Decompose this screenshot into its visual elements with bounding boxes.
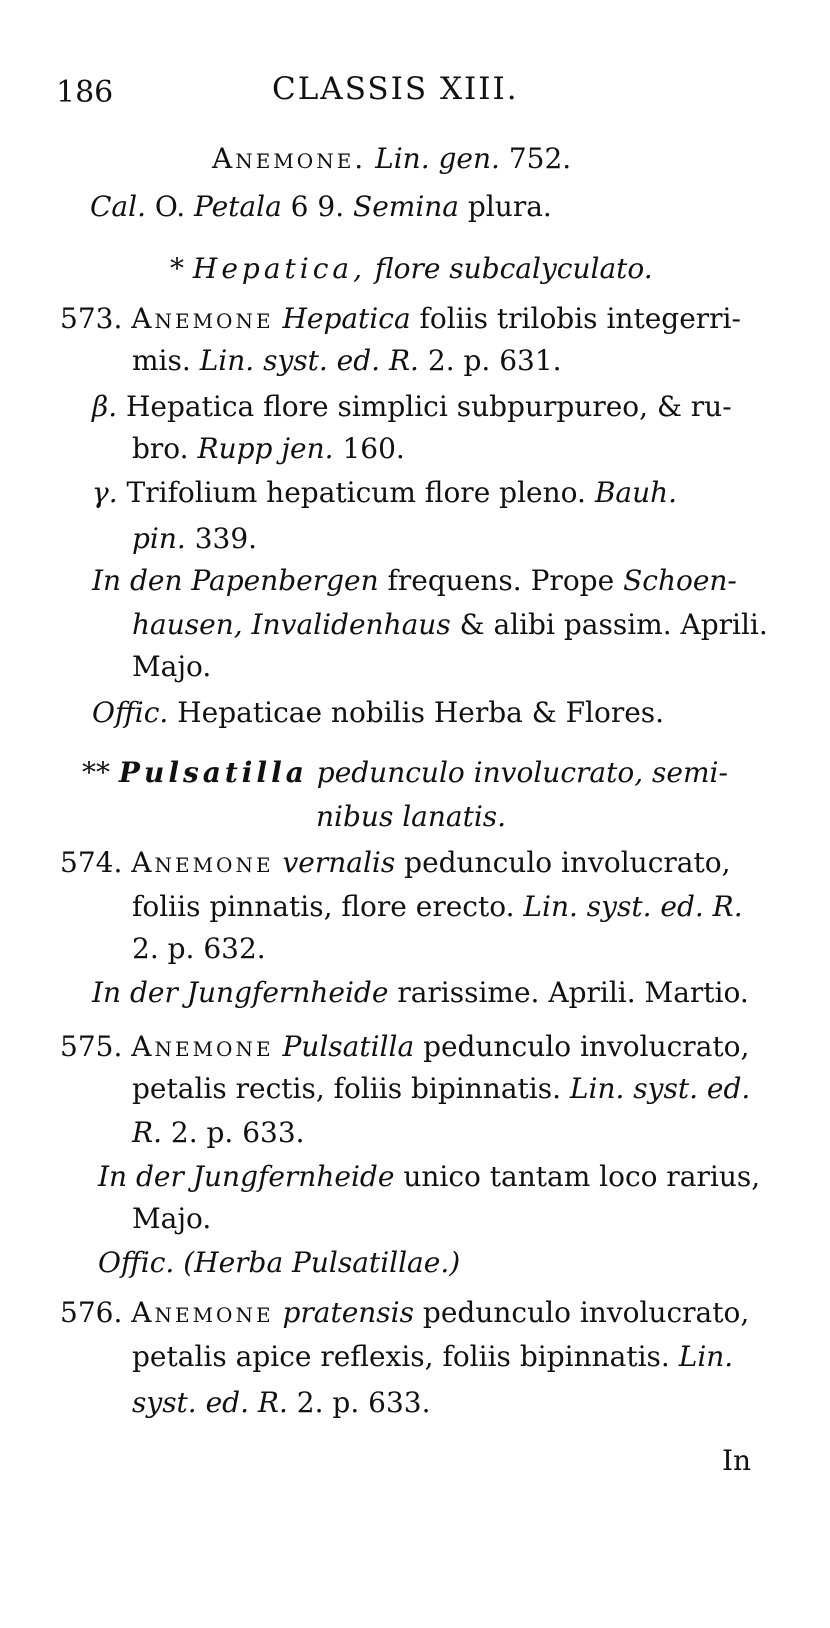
- text-fragment: petalis apice reflexis, foliis bipinnatis.: [132, 1340, 670, 1373]
- entry-573-beta: [92, 390, 732, 424]
- entry-genus: Anemone: [131, 302, 274, 335]
- page-number: 186: [56, 75, 114, 110]
- entry-575-line2: [132, 1072, 750, 1106]
- locality: In der Jungfernheide: [92, 976, 389, 1009]
- habitat-text: rarissime. Aprili. Martio.: [397, 976, 749, 1009]
- calyx-abbr: Cal.: [90, 190, 146, 223]
- entry-number: 575.: [60, 1030, 123, 1063]
- genus-reference: Lin. gen.: [375, 142, 500, 175]
- text-fragment: foliis pinnatis, flore erecto.: [132, 890, 515, 923]
- section-description: flore subcalyculato.: [374, 252, 653, 285]
- petala-value: 6 9.: [290, 190, 345, 223]
- text-fragment: bro.: [132, 432, 189, 465]
- reference: Lin.: [678, 1340, 734, 1373]
- entry-575-offic: Offic. (Herba Pulsatillae.): [98, 1246, 461, 1279]
- entry-576-line2: [132, 1340, 733, 1374]
- offic-text: Hepaticae nobilis Herba & Flores.: [177, 696, 665, 729]
- genus-reference-number: 752.: [508, 142, 572, 175]
- entry-575-line1: [60, 1030, 749, 1064]
- entry-573-gamma-line2: [132, 522, 257, 556]
- section-title: Pulsatilla: [118, 756, 308, 789]
- variety-text: Hepatica flore simplici subpurpureo, & ru-: [126, 390, 732, 423]
- reference: R.: [132, 1116, 162, 1149]
- variety-text: Trifolium hepaticum flore pleno.: [126, 476, 586, 509]
- locality: hausen, Invalidenhaus: [132, 608, 451, 641]
- semina-value: plura.: [467, 190, 552, 223]
- offic-label: Offic.: [92, 696, 169, 729]
- entry-description: pedunculo involucrato,: [423, 1030, 750, 1063]
- reference-page: 2. p. 633.: [170, 1116, 305, 1149]
- locality: In der Jungfernheide: [98, 1160, 395, 1193]
- entry-573-habitat2: [132, 608, 768, 642]
- reference-page: 339.: [194, 522, 258, 555]
- entry-573-line1: [60, 302, 741, 336]
- habitat-text: & alibi passim. Aprili.: [459, 608, 768, 641]
- locality: In den Papenbergen: [92, 564, 379, 597]
- entry-genus: Anemone: [131, 1296, 274, 1329]
- catchword: In: [722, 1444, 752, 1477]
- genus-heading: [212, 142, 571, 176]
- entry-574-line1: [60, 846, 730, 880]
- reference: Rupp jen.: [197, 432, 334, 465]
- entry-574-habitat: [92, 976, 749, 1010]
- text-fragment: mis.: [132, 344, 191, 377]
- entry-575-habitat: [98, 1160, 760, 1194]
- section-asterisk: *: [170, 252, 184, 285]
- calyx-value: O.: [154, 190, 186, 223]
- variety-mark: β.: [92, 390, 118, 423]
- entry-575-habitat2: Majo.: [132, 1202, 212, 1235]
- entry-description: pedunculo involucrato,: [422, 1296, 750, 1329]
- entry-species: vernalis: [282, 846, 396, 879]
- reference-page: 160.: [342, 432, 405, 465]
- reference: Lin. syst. ed. R.: [523, 890, 743, 923]
- entry-species: pratensis: [282, 1296, 415, 1329]
- entry-574-line3: 2. p. 632.: [132, 932, 266, 965]
- entry-number: 576.: [60, 1296, 123, 1329]
- text-fragment: petalis rectis, foliis bipinnatis.: [132, 1072, 561, 1105]
- locality: Schoen-: [623, 564, 737, 597]
- section-heading-hepatica: [170, 252, 653, 286]
- entry-576-line3: [132, 1386, 430, 1420]
- reference: Lin. syst. ed.: [569, 1072, 751, 1105]
- reference: Bauh.: [594, 476, 678, 509]
- entry-genus: Anemone: [131, 1030, 274, 1063]
- reference-page: 2. p. 631.: [427, 344, 562, 377]
- petala-label: Petala: [194, 190, 282, 223]
- section-heading-pulsatilla-line2: nibus lanatis.: [316, 800, 507, 833]
- genus-characters: [90, 190, 552, 224]
- entry-number: 573.: [60, 302, 123, 335]
- entry-573-line2: [132, 344, 562, 378]
- section-asterisk: **: [82, 756, 110, 789]
- reference: Lin. syst. ed. R.: [199, 344, 419, 377]
- entry-575-line3: [132, 1116, 305, 1150]
- entry-number: 574.: [60, 846, 123, 879]
- entry-species: Pulsatilla: [282, 1030, 415, 1063]
- habitat-text: frequens. Prope: [387, 564, 615, 597]
- reference-page: 2. p. 633.: [296, 1386, 431, 1419]
- entry-576-line1: [60, 1296, 749, 1330]
- genus-name: Anemone.: [212, 142, 367, 175]
- variety-mark: γ.: [92, 476, 118, 509]
- entry-description: foliis trilobis integerri-: [419, 302, 741, 335]
- entry-573-gamma: [92, 476, 677, 510]
- habitat-text: unico tantam loco rarius,: [403, 1160, 761, 1193]
- entry-species: Hepatica: [282, 302, 411, 335]
- entry-573-beta-line2: [132, 432, 405, 466]
- running-title: CLASSIS XIII.: [272, 71, 519, 107]
- reference: pin.: [132, 522, 186, 555]
- entry-genus: Anemone: [131, 846, 274, 879]
- section-heading-pulsatilla: [82, 756, 728, 790]
- entry-573-habitat1: [92, 564, 737, 598]
- entry-description: pedunculo involucrato,: [404, 846, 731, 879]
- semina-label: Semina: [353, 190, 459, 223]
- entry-573-offic: [92, 696, 664, 730]
- entry-574-line2: [132, 890, 743, 924]
- entry-573-habitat3: Majo.: [132, 650, 212, 683]
- section-description: pedunculo involucrato, semi-: [316, 756, 728, 789]
- section-title: Hepatica,: [192, 252, 366, 285]
- reference: syst. ed. R.: [132, 1386, 288, 1419]
